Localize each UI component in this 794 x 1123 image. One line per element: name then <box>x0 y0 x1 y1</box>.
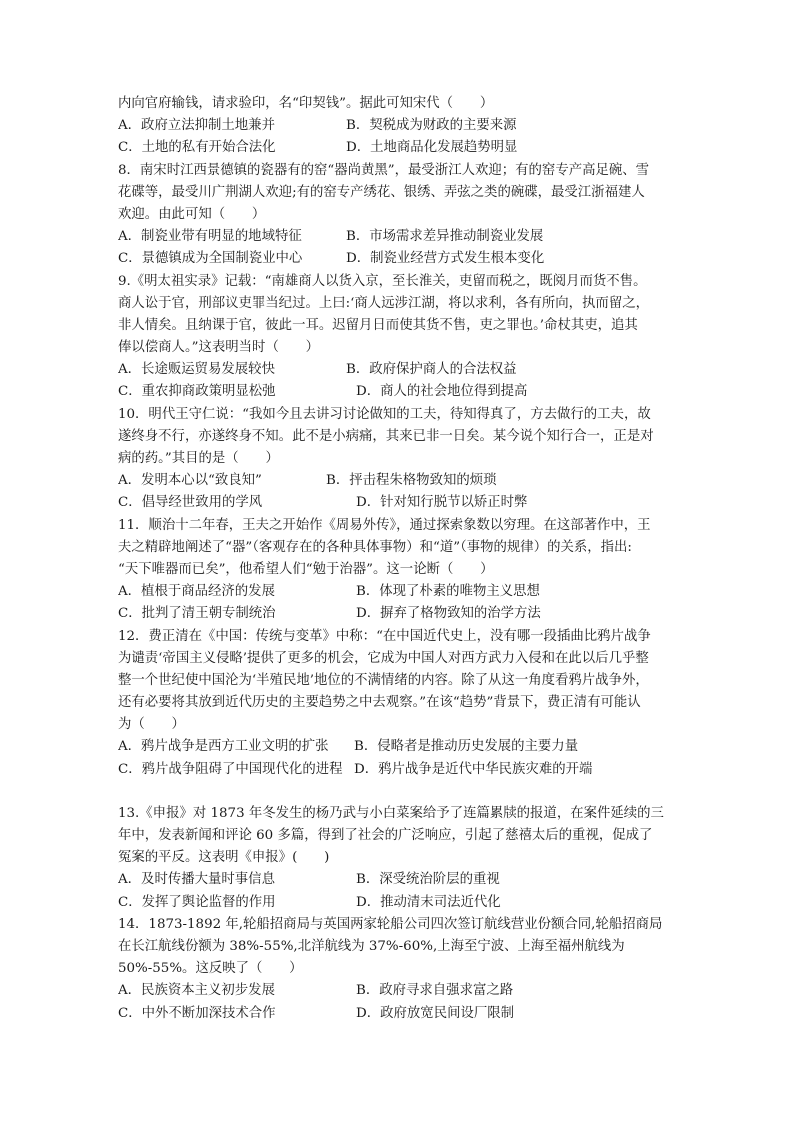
options-row <box>118 115 683 137</box>
options-row <box>118 226 683 248</box>
question-11-stem: “天下唯器而已矣”，他希望人们“勉于治器”。这一论断（ ） <box>118 561 494 577</box>
question-10-stem: 病的药。”其目的是（ ） <box>118 451 279 466</box>
question-10-stem: 遂终身不行，亦遂终身不知。此不是小病痛，其来已非一日矣。某今说个知行合一，正是对 <box>118 428 654 444</box>
option-d: D．针对知行脱节以矫正时弊 <box>356 495 528 511</box>
option-a: A．长途贩运贸易发展较快 <box>118 362 275 378</box>
question-12-stem: 为（ ） <box>118 717 185 733</box>
question-10-stem: 10．明代王守仁说：“我如今且去讲习讨论做知的工夫，待知得真了，方去做行的工夫，故 <box>118 406 651 422</box>
option-a: A．政府立法抑制土地兼并 <box>118 118 275 134</box>
option-d: D．鸦片战争是近代中华民族灾难的开端 <box>354 761 593 777</box>
question-13-stem: 冤案的平反。这表明《申报》( ) <box>118 850 330 866</box>
option-d: D．摒弃了格物致知的治学方法 <box>356 606 541 622</box>
option-b: B．政府寻求自强求富之路 <box>356 983 514 999</box>
option-a: A．发明本心以“致良知” <box>118 473 262 489</box>
blank-line <box>118 781 683 803</box>
options-row <box>118 381 683 403</box>
question-12-stem: 12．费正清在《中国：传统与变革》中称：“在中国近代史上，没有哪一段插曲比鸦片战争 <box>118 628 651 644</box>
options-row <box>118 137 683 159</box>
option-c: C．重农抑商政策明显松弛 <box>118 384 276 400</box>
option-c: C．景德镇成为全国制瓷业中心 <box>118 251 303 267</box>
option-a: A．制瓷业带有明显的地域特征 <box>118 229 302 245</box>
question-11-stem: 11．顺治十二年春，王夫之开始作《周易外传》，通过探索象数以穷理。在这部著作中，王 <box>118 517 651 533</box>
option-d: D．推动清末司法近代化 <box>356 894 501 910</box>
question-7 <box>118 93 683 160</box>
option-c: C．发挥了舆论监督的作用 <box>118 894 276 910</box>
question-14-stem: 50%-55%。这反映了（ ） <box>118 961 303 977</box>
question-13-stem: 年中，发表新闻和评论 60 多篇，得到了社会的广泛响应，引起了慈禧太后的重视，促成了 <box>118 828 653 843</box>
question-14 <box>118 914 683 1025</box>
question-8-stem: 8．南宋时江西景德镇的瓷器有的窑“器尚黄黑”，最受浙江人欢迎；有的窑专产高足碗、雪 <box>118 162 650 178</box>
option-b: B．体现了朴素的唯物主义思想 <box>356 584 540 600</box>
option-b: B．侵略者是推动历史发展的主要力量 <box>354 739 579 755</box>
option-c: C．鸦片战争阻碍了中国现代化的进程 <box>118 761 343 777</box>
question-9 <box>118 271 683 404</box>
question-9-stem: 9.《明太祖实录》记载：“南雄商人以货入京，至长淮关，吏留而税之，既阅月而货不售。 <box>118 273 647 289</box>
question-9-stem: 非人情矣。且纳课于官，彼此一耳。迟留月日而使其货不售，吏之罪也。’命杖其吏，追其 <box>118 317 638 333</box>
options-row <box>118 470 683 492</box>
question-13 <box>118 803 683 914</box>
option-b: B．政府保护商人的合法权益 <box>346 362 517 378</box>
option-b: B．市场需求差异推动制瓷业发展 <box>346 229 544 245</box>
option-c: C．倡导经世致用的学风 <box>118 495 263 511</box>
question-12-stem: 还有必要将其放到近代历史的主要趋势之中去观察。”在该“趋势”背景下，费正清有可能认 <box>118 695 641 711</box>
option-a: A．民族资本主义初步发展 <box>118 983 275 999</box>
option-b: B．契税成为财政的主要来源 <box>346 118 517 134</box>
options-row <box>118 603 683 625</box>
option-c: C．批判了清王朝专制统治 <box>118 606 276 622</box>
question-8-stem: 花碟等，最受川广荆湖人欢迎;有的窑专产绣花、银绣、弄弦之类的碗碟，最受江浙福建人 <box>118 184 645 200</box>
options-row <box>118 869 683 891</box>
question-13-stem: 13.《申报》对 1873 年冬发生的杨乃武与小白菜案给予了连篇累牍的报道，在案件延续的三 <box>118 805 664 821</box>
option-b: B．抨击程朱格物致知的烦琐 <box>326 473 497 489</box>
question-12 <box>118 626 683 781</box>
options-row <box>118 359 683 381</box>
question-8 <box>118 160 683 271</box>
option-c: C．土地的私有开始合法化 <box>118 140 276 156</box>
option-a: A．及时传播大量时事信息 <box>118 872 275 888</box>
exam-page <box>118 93 683 1025</box>
options-row <box>118 248 683 270</box>
question-10 <box>118 404 683 515</box>
question-14-stem: 在长江航线份额为 38%-55%,北洋航线为 37%-60%,上海至宁波、上海至福州航线为 <box>118 938 625 954</box>
question-8-stem: 欢迎。由此可知（ ） <box>118 206 266 222</box>
question-9-stem: 俸以偿商人。”这表明当时（ ） <box>118 340 320 356</box>
options-row <box>118 736 683 758</box>
question-9-stem: 商人讼于官，刑部议吏罪当纪过。上曰:‘商人远涉江湖，将以求利，各有所向，执而留之， <box>118 295 649 311</box>
option-d: D．制瓷业经营方式发生根本变化 <box>346 251 545 267</box>
options-row <box>118 1003 683 1025</box>
option-c: C．中外不断加深技术合作 <box>118 1005 276 1021</box>
options-row <box>118 581 683 603</box>
option-d: D．商人的社会地位得到提高 <box>356 384 528 400</box>
question-11-stem: 夫之精辟地阐述了“器”（客观存在的各种具体事物）和“道”（事物的规律）的关系，指出: <box>118 539 632 555</box>
options-row <box>118 980 683 1002</box>
question-11 <box>118 515 683 626</box>
question-14-stem: 14．1873-1892 年,轮船招商局与英国两家轮船公司四次签订航线营业份额合同,轮船招商局 <box>118 916 663 932</box>
option-d: D．土地商品化发展趋势明显 <box>346 140 518 156</box>
options-row <box>118 892 683 914</box>
option-d: D．政府放宽民间设厂限制 <box>356 1005 515 1021</box>
options-row <box>118 759 683 781</box>
options-row <box>118 492 683 514</box>
option-b: B．深受统治阶层的重视 <box>356 872 500 888</box>
question-7-stem: 内向官府输钱，请求验印，名“印契钱”。据此可知宋代（ ） <box>118 96 494 111</box>
question-12-stem: 为谴责‘帝国主义侵略’提供了更多的机会，它成为中国人对西方武力入侵和在此以后几乎整 <box>118 650 649 666</box>
option-a: A．鸦片战争是西方工业文明的扩张 <box>118 739 329 755</box>
option-a: A．植根于商品经济的发展 <box>118 584 275 600</box>
question-12-stem: 整一个世纪使中国沦为‘半殖民地’地位的不满情绪的内容。除了从这一角度看鸦片战争外， <box>118 672 649 688</box>
